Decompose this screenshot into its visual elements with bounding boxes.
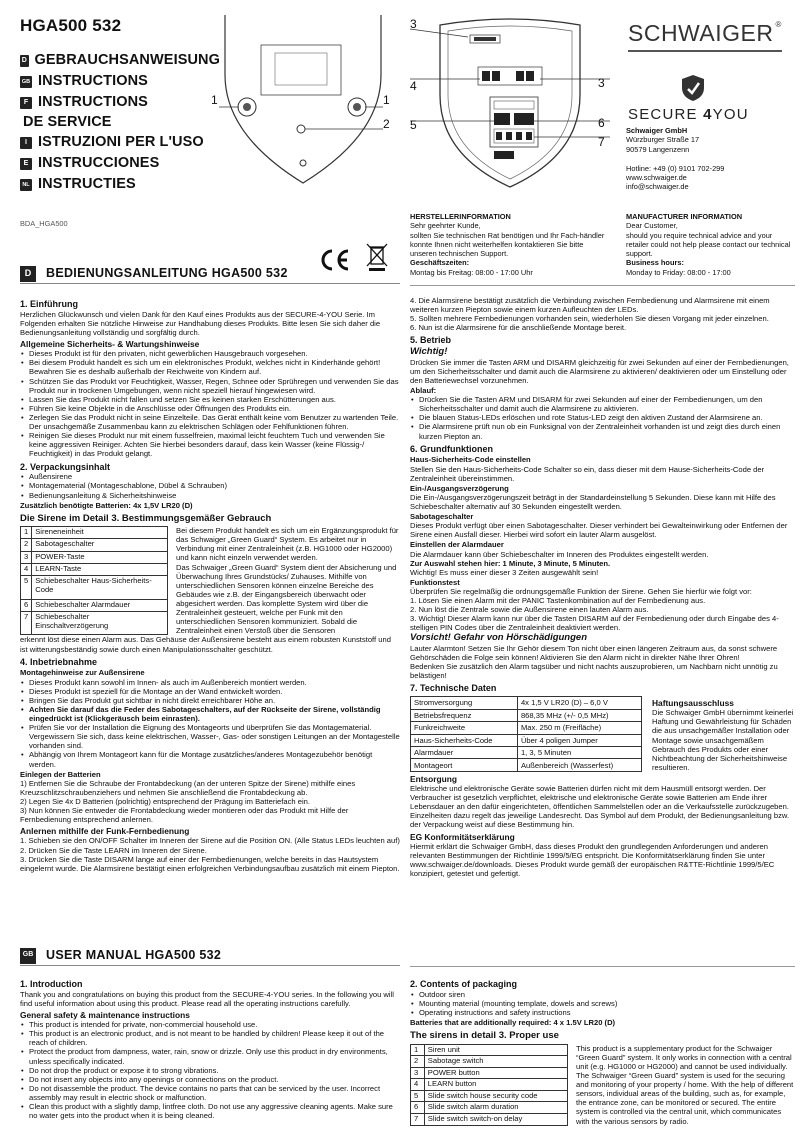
subheading: EG Konformitätserklärung — [410, 831, 515, 842]
fig-label: 3 — [598, 76, 605, 90]
paragraph: Elektrische und elektronische Geräte sowie Batterien dürfen nicht mit dem Hausmüll entsorgt werden. Der Verbraucher ist gesetzlich verpflichtet, elektrische und elektronische Geräte sowie Batterien am Ende ihrer Lebensdauer an den dafür eingerichteten, öffentlichen Sammelstellen oder an die Verkaufsstelle zurückzugeben. Einzelheiten dazu regelt das jeweilige Landesrecht. Das Symbol auf dem Produkt, der Bedienungsanleitung bzw. der Verpackung weist auf diese Bestimmung hin. — [410, 784, 790, 830]
table-row — [21, 612, 168, 635]
lang-row-nl — [20, 174, 220, 195]
paragraph: Die Alarmdauer kann über Schiebeschalter im Inneren des Produktes eingestellt werden. — [410, 549, 709, 559]
lang-badge: E — [20, 158, 32, 170]
list-item: • Dieses Produkt kann sowohl im Innen- als auch im Außenbereich montiert werden. — [20, 678, 400, 687]
siren-inside-drawing — [410, 15, 610, 190]
lang-row-it — [20, 132, 220, 153]
company-address — [626, 126, 796, 192]
section-heading: 4. Inbetriebnahme — [20, 656, 98, 667]
section-heading: The sirens in detail 3. Proper use — [410, 1030, 559, 1042]
list-item: • Mounting material (mounting template, dowels and screws) — [410, 999, 795, 1008]
ce-mark-icon — [318, 248, 352, 274]
bar-title: USER MANUAL HGA500 532 — [46, 948, 222, 962]
cell: 5 — [21, 576, 32, 599]
paragraph: erkennt löst diese einen Alarm aus. Das Gehäuse der Außensirene besteht aus einem robusten Kunststoff und ist witterungsbeständig sowie durch einen Manipulationsschalter geschützt. — [20, 635, 391, 654]
lang-label: INSTRUCTIONS — [38, 73, 148, 90]
lang-badge: NL — [20, 179, 32, 191]
lang-label: GEBRAUCHSANWEISUNG — [34, 52, 220, 69]
secure-text: SECURE — [628, 105, 698, 123]
important-title: Wichtig! — [410, 346, 448, 358]
cell: Über 4 poligen Jumper — [517, 734, 641, 746]
cell: 6 — [411, 1102, 425, 1114]
fig-label: 5 — [410, 118, 417, 132]
lang-label: INSTRUCTIES — [38, 176, 136, 193]
bar-title: BEDIENUNGSANLEITUNG HGA500 532 — [46, 266, 288, 280]
safety-list — [20, 1020, 400, 1120]
tech-table — [410, 696, 642, 772]
hours-title: Geschäftszeiten: — [410, 258, 470, 268]
list-item: • Dieses Produkt ist für den privaten, nicht gewerblichen Hausgebrauch vorgesehen. — [20, 349, 400, 358]
list-item: • Do not drop the product or expose it to strong vibrations. — [20, 1066, 400, 1075]
table-row — [21, 576, 168, 599]
subheading: Ein-/Ausgangsverzögerung — [410, 483, 509, 493]
fig-label: 4 — [410, 79, 417, 93]
cell: Betriebsfrequenz — [411, 709, 518, 721]
battery-note: Batteries that are additionally required: 4 x 1.5V LR20 (D) — [410, 1018, 616, 1028]
hours: Monday to Friday: 08:00 - 17:00 — [626, 267, 731, 277]
company-name: Schwaiger GmbH — [626, 126, 688, 135]
list-item: • Bedienungsanleitung & Sicherheitshinweise — [20, 491, 400, 500]
bar-badge: GB — [20, 948, 36, 964]
tech-row — [410, 696, 795, 772]
mount-list — [20, 678, 400, 769]
manufacturer-info-en — [626, 212, 796, 277]
paragraph: Bedenken Sie zusätzlich den Alarm tagsüber und nicht nachts auszuprobieren, um Nachbarn nicht unnötig zu belästigen! — [410, 662, 778, 681]
cell: LEARN-Taste — [32, 564, 168, 576]
cell: 1 — [21, 527, 32, 539]
table-row — [411, 734, 642, 746]
subheading: Haftungsausschluss — [652, 698, 734, 709]
list-item: • Reinigen Sie dieses Produkt nur mit einem fusselfreien, maximal leicht feuchtem Tuch und verwenden Sie keine aggressiven Reiniger. Achten Sie hierbei besonders darauf, dass kein Wasser (keine Flüssig-/ Feuchtigkeit) in das Produkt gelangt. — [20, 431, 400, 458]
section-heading: 5. Betrieb — [410, 335, 452, 346]
list-item: • This product is intended for private, non-commercial household use. — [20, 1020, 400, 1029]
lang-badge: I — [20, 137, 32, 149]
list-item: • Operating instructions and safety instructions — [410, 1008, 795, 1017]
section-heading: 2. Verpackungsinhalt — [20, 461, 111, 472]
list-item: • Zerlegen Sie das Produkt nicht in seine Einzelteile. Das Gerät enthält keine vom Benutzer zu wartenden Teile. Der unsachgemäße Zusammenbau kann zu elektrischen Schlägen oder Fehlfunktionen führen. — [20, 413, 400, 431]
info-greeting: Sehr geehrter Kunde, — [410, 221, 481, 231]
en-left-column — [20, 976, 400, 1120]
cell: Funkreichweite — [411, 722, 518, 734]
subheading: Haus-Sicherheits-Code einstellen — [410, 455, 531, 465]
fig-label: 3 — [410, 17, 417, 31]
cell: 2 — [21, 539, 32, 551]
lang-row-de — [20, 50, 220, 71]
paragraph: Das Schwaiger „Green Guard“ System dient der Absicherung und Überwachung Ihres Grundstücks/ Zuhauses. Mithilfe von unterschiedlichen Sensoren können einzelne Bereiche des Gebäudes wie z.B. der Eingangsbereich überwacht oder abgesichert werden. Das komplette System wird über die Zentraleinheit gesteuert, welche per Funk mit den unterschiedlichen Sensoren kommuniziert. Sobald die Zentraleinheit einen Verstoß über die Sensoren — [176, 562, 397, 636]
lang-label: INSTRUCCIONES — [38, 155, 160, 172]
reg-mark: ® — [775, 20, 782, 29]
fig-label: 7 — [598, 135, 605, 149]
use-text — [176, 526, 400, 635]
table-row — [411, 1056, 568, 1068]
lang-label: DE SERVICE — [23, 114, 112, 131]
subheading: Sabotageschalter — [410, 512, 474, 522]
section-bar-gb — [20, 946, 400, 966]
list-item: 2) Legen Sie 4x D Batterien (polrichtig) entsprechend der Prägung im Batteriefach ein. — [20, 797, 310, 806]
paragraph: Die Schwaiger GmbH übernimmt keinerlei Haftung und Gewährleistung für Schäden die aus unsachgemäßer Installation oder Montage sowie unsachgemäßem Gebrauch des Produkts oder einer Nichtbeachtung der Sicherheitshinweise resultieren. — [652, 708, 794, 772]
hours: Montag bis Freitag: 08:00 - 17:00 Uhr — [410, 267, 533, 277]
list-item: • Bringen Sie das Produkt gut sichtbar in nicht direkt erreichbarer Höhe an. — [20, 696, 400, 705]
table-row — [21, 527, 168, 539]
cell: Außenbereich (Wasserfest) — [517, 759, 641, 772]
table-row — [411, 746, 642, 758]
fig-label: 2 — [383, 117, 390, 131]
parts-table — [410, 1044, 568, 1126]
detail-row — [410, 1044, 795, 1126]
list-item: 2. Drücken Sie die Taste LEARN im Inneren der Sirene. — [20, 845, 207, 855]
bar-badge: D — [20, 266, 36, 282]
shield-logo-icon — [680, 74, 788, 104]
cell: Max. 250 m (Freifläche) — [517, 722, 641, 734]
table-row — [411, 1102, 568, 1114]
list-item: 3. Wichtig! Dieser Alarm kann nur über die Tasten DISARM auf der Fernbedienung oder durch Eingabe des 4-stelligen PIN Codes über die Zentraleinheit deaktiviert werden. — [410, 614, 779, 633]
table-row — [21, 539, 168, 551]
doc-code: BDA_HGA500 — [20, 219, 68, 228]
table-row — [21, 564, 168, 576]
cell: 3 — [21, 551, 32, 563]
cell: Slide switch house security code — [424, 1090, 567, 1102]
de-left-column — [20, 296, 400, 873]
cell: Sireneneinheit — [32, 527, 168, 539]
divider — [410, 966, 795, 967]
lang-row-gb — [20, 71, 220, 92]
list-item: • Clean this product with a slightly damp, lintfree cloth. Do not use any aggressive cleaning agents. Make sure no water gets into the product when it is being cleaned. — [20, 1102, 400, 1120]
list-item: • Protect the product from dampness, water, rain, snow or drizzle. Only use this product in dry environments, unless specifically indicated. — [20, 1047, 400, 1065]
de-right-column — [410, 296, 795, 878]
cell: Slide switch alarm duration — [424, 1102, 567, 1114]
cell: 6 — [21, 599, 32, 611]
list-item: • Lassen Sie das Produkt nicht fallen und setzen Sie es keinen starken Erschütterungen aus. — [20, 395, 400, 404]
table-row — [21, 599, 168, 611]
paragraph: Herzlichen Glückwunsch und vielen Dank für den Kauf eines Produkts aus der SECURE-4-YOU Serie. Im Folgenden erhalten Sie nützliche Hinweise zur Handhabung dieses Produkts. Bitte lesen Sie sich daher die Bedienungsanleitung vollständig und sorgfältig durch. — [20, 309, 381, 338]
cell: Schiebeschalter Einschaltverzögerung — [32, 612, 168, 635]
list-item: • Schützen Sie das Produkt vor Feuchtigkeit, Wasser, Regen, Schnee oder Sprühregen und verwenden Sie das Produkt nur in trockenen Umgebungen, wenn nicht speziell hierauf hingewiesen wird. — [20, 377, 400, 395]
info-body: should you require technical advice and your retailer could not help please contact our technical support. — [626, 230, 791, 258]
cell: Sabotage switch — [424, 1056, 567, 1068]
subheading: Ablauf: — [410, 385, 437, 395]
lang-badge: D — [20, 55, 29, 67]
table-row — [411, 722, 642, 734]
cell: Siren unit — [424, 1044, 567, 1056]
subheading: Anlernen mithilfe der Funk-Fernbedienung — [20, 826, 190, 837]
model-title: HGA500 532 — [20, 16, 122, 35]
cell: 7 — [411, 1114, 425, 1126]
list-item: • Abhängig von Ihrem Montageort kann für die Montage zusätzliches/anderes Montagezubehör benötigt werden. — [20, 750, 400, 768]
section-heading: 1. Einführung — [20, 299, 78, 309]
info-greeting: Dear Customer, — [626, 221, 678, 231]
cell: 4 — [21, 564, 32, 576]
warning-title: Vorsicht! Gefahr von Hörschädigungen — [410, 632, 588, 644]
list-item: 2. Nun löst die Zentrale sowie die Außensirene einen lauten Alarm aus. — [410, 605, 649, 615]
learn-steps-cont — [410, 296, 795, 332]
paragraph: Thank you and congratulations on buying this product from the SECURE-4-YOU series. In the following you will find useful information about using this product. Please read all the operating instructions carefully. — [20, 989, 394, 1008]
manufacturer-info-de — [410, 212, 610, 277]
email-link[interactable]: info@schwaiger.de — [626, 182, 689, 192]
paragraph: Stellen Sie den Haus-Sicherheits-Code Schalter so ein, dass dieser mit dem Hause-Sicherheits-Code der Zentraleinheit übereinstimmen. — [410, 464, 765, 483]
paragraph: Überprüfen Sie regelmäßig die ordnungsgemäße Funktion der Sirene. Gehen Sie hierfür wie folgt vor: — [410, 586, 752, 596]
divider — [410, 285, 795, 286]
list-item: 1. Lösen Sie einen Alarm mit der PANIC Tastenkombination auf der Fernbedienung aus. — [410, 596, 706, 606]
list-item: • Bei diesem Produkt handelt es sich um ein elektronisches Produkt, welches nicht in Kinderhände gehört! Bewahren Sie es deshalb außerhalb der Reichweite von Kindern auf. — [20, 358, 400, 376]
paragraph: Zur Auswahl stehen hier: 1 Minute, 3 Minute, 5 Minuten. — [410, 558, 611, 568]
logo-underline — [628, 50, 782, 52]
table-row — [21, 551, 168, 563]
list-item: • Drücken Sie die Tasten ARM und DISARM für zwei Sekunden auf einer der Fernbedienungen, um den Sicherheitsschalter und damit auch die Alarmsirene zu aktivieren. — [410, 395, 795, 413]
section-heading: 7. Technische Daten — [410, 683, 497, 694]
safety-list — [20, 349, 400, 458]
cell: Haus-Sicherheits-Code — [411, 734, 518, 746]
paragraph: Drücken Sie immer die Tasten ARM und DISARM gleichzeitig für zwei Sekunden auf einer der Fernbedienungen, um den Sicherheitsschalter und damit auch die Alarmsirene zu aktivieren/ deaktivieren oder um Einstellung oder den Batteriewechsel vorzunehmen. — [410, 357, 789, 385]
list-item: • Montagematerial (Montageschablone, Dübel & Schrauben) — [20, 481, 400, 490]
list-item: 1. Schieben sie den ON/OFF Schalter im Inneren der Sirene auf die Position ON. (Alle Status LEDs leuchten auf) — [20, 836, 400, 846]
cell: 5 — [411, 1090, 425, 1102]
detail-row — [20, 526, 400, 635]
list-item: • Outdoor siren — [410, 990, 795, 999]
table-row — [411, 697, 642, 709]
list-item: • Die blauen Status-LEDs erlöschen und rote Status-LED zeigt den aktiven Zustand der Alarmsirene an. — [410, 413, 795, 422]
subheading: General safety & maintenance instructions — [20, 1010, 190, 1021]
website-link[interactable]: www.schwaiger.de — [626, 173, 687, 182]
title-block — [20, 16, 220, 195]
lang-row-fr — [20, 92, 220, 113]
fig-label: 6 — [598, 116, 605, 130]
weee-bin-icon — [366, 242, 388, 274]
cell: Sabotageschalter — [32, 539, 168, 551]
table-row — [411, 759, 642, 772]
list-item: • Do not insert any objects into any openings or connections on the product. — [20, 1075, 400, 1084]
cell: Alarmdauer — [411, 746, 518, 758]
cell: Slide switch switch-on delay — [424, 1114, 567, 1126]
fig-label: 1 — [383, 93, 390, 107]
disclaimer — [652, 696, 795, 772]
figure-siren-back — [205, 15, 400, 185]
list-item: • Achten Sie darauf das die Feder des Sabotageschalters, auf der Rückseite der Sirene, vollständig eingedrückt ist (Klickgeräusch beim einrasten). — [20, 705, 400, 723]
cell: Montageort — [411, 759, 518, 772]
figure-siren-inside — [410, 15, 610, 190]
table-row — [411, 1114, 568, 1126]
paragraph: Die Ein-/Ausgangsverzögerungszeit beträgt in der Standardeinstellung 5 Sekunden. Diese kann mit Hilfe des Schiebeschalter alternativ auf 30 Sekunden eingestellt werden. — [410, 492, 776, 511]
fig-label: 1 — [211, 93, 218, 107]
pack-list — [20, 472, 400, 499]
list-item: 3) Nun können Sie entweder die Frontabdeckung wieder montieren oder das Produkt mit Hilfe der Fernbedienung entsprechend anlernen. — [20, 806, 349, 825]
subheading: Einstellen der Alarmdauer — [410, 540, 504, 550]
paragraph: This product is a supplementary product for the Schwaiger “Green Guard” system. It only works in connection with a central unit (e.g. HG1000 or HG2000) and cannot be used individually. The Schwaiger “Green Guard” system is used for the securing and monitoring of your property / home. With the help of different sensors, individual areas of the building, such as, for example, the entrance zone, can be monitored or secured. The entire system is controlled via the central unit, which communicates with the various sensors by radio. — [576, 1043, 794, 1126]
cell: 4x 1,5 V LR20 (D) – 6,0 V — [517, 697, 641, 709]
procedure-list — [410, 395, 795, 441]
parts-table — [20, 526, 168, 635]
language-list — [20, 50, 220, 195]
section-heading: Die Sirene im Detail 3. Bestimmungsgemäßer Gebrauch — [20, 512, 272, 524]
paragraph: Bei diesem Produkt handelt es sich um ein Ergänzungsprodukt für das Schwaiger „Green Guard“ System. Es arbeitet nur in Verbindung mit einer Zentraleinheit (z.B. HG1000 oder HG2000) und kann nicht einzeln verwendet werden. — [176, 526, 399, 563]
subheading: Entsorgung — [410, 773, 457, 784]
cell: POWER-Taste — [32, 551, 168, 563]
cell: 1 — [411, 1044, 425, 1056]
section-heading: 1. Introduction — [20, 979, 83, 989]
list-item: 6. Nun ist die Alarmsirene für die anschließende Montage bereit. — [410, 323, 627, 333]
cell: 2 — [411, 1056, 425, 1068]
table-row — [411, 1044, 568, 1056]
list-item: • Prüfen Sie vor der Installation die Eignung des Montageorts und überprüfen Sie das Montagematerial. Vergewissern Sie sich, dass keine elektrischen, Wasser-, Gas- oder sonstigen Leitungen an der Montagestelle vorhanden sind. — [20, 723, 400, 750]
paragraph: Lauter Alarmton! Setzen Sie Ihr Gehör diesem Ton nicht über einen längeren Zeitraum aus, da sonst schwere Gehörschäden die Folge sein können! Aktivieren Sie den Alarm nicht in direkter Nähe Ihrer Ohren! — [410, 643, 778, 662]
subheading: Montagehinweise zur Außensirene — [20, 668, 145, 678]
list-item: 1) Entfernen Sie die Schraube der Frontabdeckung (an der unteren Spitze der Sirene) mithilfe eines Kreuzschlitzschraubenziehers und nehmen Sie anschließend die Frontabdeckung ab. — [20, 778, 356, 797]
lang-row-fr2 — [20, 113, 220, 132]
lang-row-es — [20, 153, 220, 174]
secure4you-logo — [628, 106, 788, 124]
list-item: 5. Sollten mehrere Fernbedienungen vorhanden sein, wiederholen Sie diesen Vorgang mit jeder einzelnen. — [410, 314, 769, 324]
lang-badge: GB — [20, 76, 32, 88]
cell: POWER button — [424, 1067, 567, 1079]
table-row — [411, 1079, 568, 1091]
cell: 868,35 MHz (+/- 0,5 MHz) — [517, 709, 641, 721]
schwaiger-logo — [628, 20, 788, 48]
table-row — [411, 1090, 568, 1102]
hotline: Hotline: +49 (0) 9101 702-299 — [626, 163, 725, 173]
table-row — [411, 1067, 568, 1079]
logo-text: SCHWAIGER — [628, 20, 774, 46]
list-item: 3. Drücken Sie die Taste DISARM lange auf einer der Fernbedienungen, welche bereits in das Hautsystem eingelernt wurde. Die Alarmsirene bestätigt einen erfolgreichen Verbindungsaufbau zusätzlich mit einem Piepton. — [20, 854, 400, 873]
lang-badge: F — [20, 97, 32, 109]
section-heading: 6. Grundfunktionen — [410, 443, 493, 454]
paragraph: Hiermit erklärt die Schwaiger GmbH, dass dieses Produkt den grundlegenden Anforderungen und anderen relevanten Bestimmungen der Richtlinie 1999/5/EG entspricht. Die Konformitätserklärung finden Sie unter www.schwaiger.de/downloads. Dieses Produkt wurde gemäß der europäischen R&TTE-Richtlinie 1999/5/EC konzipiert, getestet und gefertigt. — [410, 841, 775, 878]
subheading: Allgemeine Sicherheits- & Wartungshinweise — [20, 339, 200, 350]
secure-you: YOU — [712, 105, 749, 123]
cell: 1, 3, 5 Minuten — [517, 746, 641, 758]
list-item: • Außensirene — [20, 472, 400, 481]
info-body: sollten Sie technischen Rat benötigen und Ihr Fach-händler konnte Ihnen nicht weiterhelfen kontaktieren Sie bitte unseren technischen Support. — [410, 230, 605, 258]
paragraph: Wichtig! Es muss einer dieser 3 Zeiten ausgewählt sein! — [410, 567, 599, 577]
paragraph: Dieses Produkt verfügt über einen Sabotageschalter. Dieser verhindert bei Gewalteinwirkung oder Entfernen der Sirene einen Ausfall dieser. Hierbei wird sofort ein lauter Alarm ausgelöst. — [410, 521, 788, 540]
brand-block — [628, 20, 788, 124]
company-street: Würzburger Straße 17 — [626, 135, 700, 145]
info-title: HERSTELLERINFORMATION — [410, 212, 511, 221]
en-right-column — [410, 976, 795, 1126]
cell: LEARN button — [424, 1079, 567, 1091]
cell: Stromversorgung — [411, 697, 518, 709]
cell: Schiebeschalter Alarmdauer — [32, 599, 168, 611]
cell: Schiebeschalter Haus-Sicherheits-Code — [32, 576, 168, 599]
test-steps — [410, 596, 795, 632]
siren-back-drawing — [205, 15, 400, 185]
battery-note: Zusätzlich benötigte Batterien: 4x 1,5V LR20 (D) — [20, 500, 193, 510]
subheading: Einlegen der Batterien — [20, 769, 101, 779]
table-row — [411, 709, 642, 721]
lang-label: ISTRUZIONI PER L'USO — [38, 134, 204, 151]
cell: 7 — [21, 612, 32, 635]
list-item: • Führen Sie keine Objekte in die Anschlüsse oder Öffnungen des Produkts ein. — [20, 404, 400, 413]
list-item: • Die Alarmsirene prüft nun ob ein Funksignal von der Zentraleinheit vorhanden ist und zeigt dies durch einen kurzen Piepton an. — [410, 422, 795, 440]
hours-title: Business hours: — [626, 258, 684, 268]
list-item: • This product is an electronic product, and is not meant to be handled by children! Please keep it out of the reach of children. — [20, 1029, 400, 1047]
company-city: 90579 Langenzenn — [626, 144, 690, 154]
battery-steps — [20, 779, 400, 825]
list-item: • Dieses Produkt ist speziell für die Montage an der Wand entwickelt worden. — [20, 687, 400, 696]
list-item: • Do not disassemble the product. The device contains no parts that can be serviced by the user. Incorrect assembly may result in electric shock or malfunction. — [20, 1084, 400, 1102]
subheading: Funktionstest — [410, 577, 460, 587]
list-item: 4. Die Alarmsirene bestätigt zusätzlich die Verbindung zwischen Fernbedienung und Alarmsirene mit einem weiteren kurzen Piepton sowie einem kurzen Aufleuchten der LEDs. — [410, 296, 770, 315]
cell: 3 — [411, 1067, 425, 1079]
secure-four: 4 — [703, 105, 713, 123]
lang-label: INSTRUCTIONS — [38, 94, 148, 111]
pack-list — [410, 990, 795, 1017]
learn-steps — [20, 836, 400, 872]
section-heading: 2. Contents of packaging — [410, 979, 518, 989]
info-title: MANUFACTURER INFORMATION — [626, 212, 743, 221]
cell: 4 — [411, 1079, 425, 1091]
